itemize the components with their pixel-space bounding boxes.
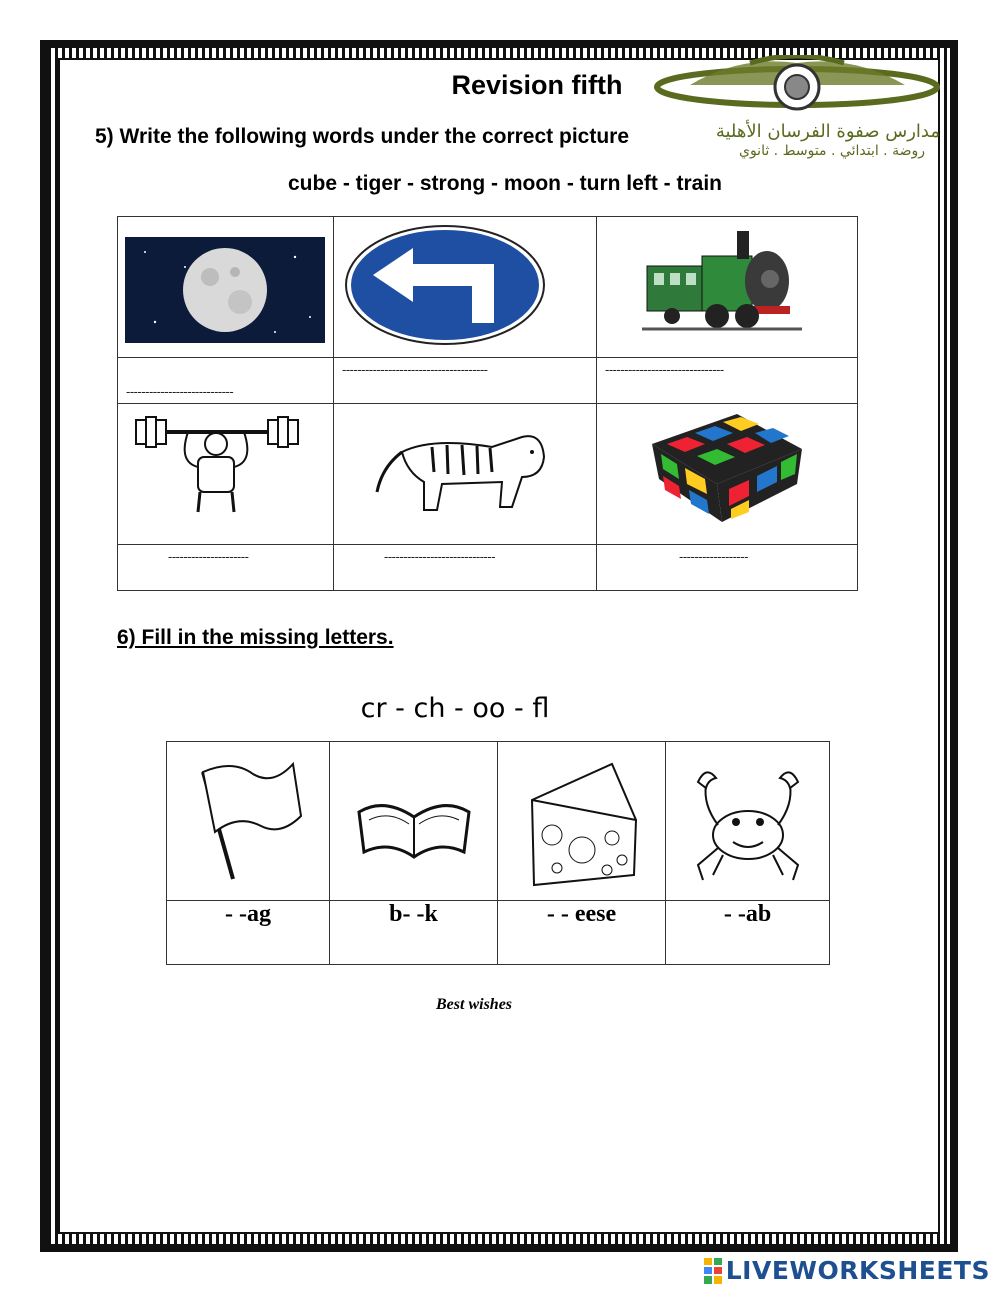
answer-line-train[interactable] bbox=[597, 358, 858, 404]
question-5: 5) Write the following words under the correct picture bbox=[95, 125, 630, 148]
turn-left-cell bbox=[334, 217, 597, 358]
missing-cheese[interactable]: - - eese bbox=[498, 901, 666, 965]
missing-book[interactable]: b- -k bbox=[330, 901, 498, 965]
cheese-cell bbox=[498, 742, 666, 901]
book-cell bbox=[330, 742, 498, 901]
logo-text-2: روضة . ابتدائي . متوسط . ثانوي bbox=[738, 143, 925, 159]
moon-image bbox=[125, 237, 325, 343]
answer-dashes: ---------------------------- bbox=[126, 384, 234, 399]
cube-cell bbox=[597, 404, 858, 545]
flag-image bbox=[193, 754, 303, 889]
answer-dashes: ----------------------------- bbox=[384, 549, 496, 564]
answer-dashes: ------------------ bbox=[679, 549, 748, 564]
train-cell bbox=[597, 217, 858, 358]
logo-text-1: مدارس صفوة الفرسان الأهلية bbox=[715, 121, 940, 142]
question-6: 6) Fill in the missing letters. bbox=[117, 626, 394, 649]
cheese-image bbox=[522, 760, 642, 895]
word-bank: cube - tiger - strong - moon - turn left - train bbox=[288, 172, 722, 195]
missing-letters-table bbox=[166, 741, 830, 965]
liveworksheets-brand[interactable] bbox=[704, 1256, 990, 1285]
liveworksheets-logo-icon bbox=[704, 1258, 722, 1284]
answer-line-cube[interactable] bbox=[597, 545, 858, 591]
letter-bank: cr - ch - oo - fl bbox=[360, 693, 550, 724]
train-image bbox=[642, 221, 802, 341]
tiger-cell bbox=[334, 404, 597, 545]
school-logo bbox=[650, 55, 945, 165]
strong-cell bbox=[118, 404, 334, 545]
tiger-image bbox=[372, 412, 552, 517]
missing-crab[interactable]: - -ab bbox=[666, 901, 830, 965]
answer-line-moon[interactable] bbox=[118, 358, 334, 404]
cube-image bbox=[647, 404, 807, 524]
answer-line-turn-left[interactable] bbox=[334, 358, 597, 404]
answer-line-tiger[interactable] bbox=[334, 545, 597, 591]
crab-image bbox=[688, 760, 808, 895]
moon-cell bbox=[118, 217, 334, 358]
page-title: Revision fifth bbox=[451, 70, 623, 100]
answer-dashes: -------------------------------------- bbox=[342, 362, 488, 377]
crab-cell bbox=[666, 742, 830, 901]
answer-dashes: ------------------------------- bbox=[605, 362, 724, 377]
missing-flag[interactable]: - -ag bbox=[167, 901, 330, 965]
turn-left-sign-image bbox=[343, 223, 547, 347]
book-image bbox=[354, 772, 474, 872]
answer-line-strong[interactable] bbox=[118, 545, 334, 591]
liveworksheets-text: LIVEWORKSHEETS bbox=[725, 1256, 990, 1285]
strong-man-image bbox=[128, 412, 313, 517]
answer-dashes: --------------------- bbox=[168, 549, 249, 564]
best-wishes: Best wishes bbox=[436, 996, 513, 1013]
picture-table bbox=[117, 216, 858, 591]
flag-cell bbox=[167, 742, 330, 901]
